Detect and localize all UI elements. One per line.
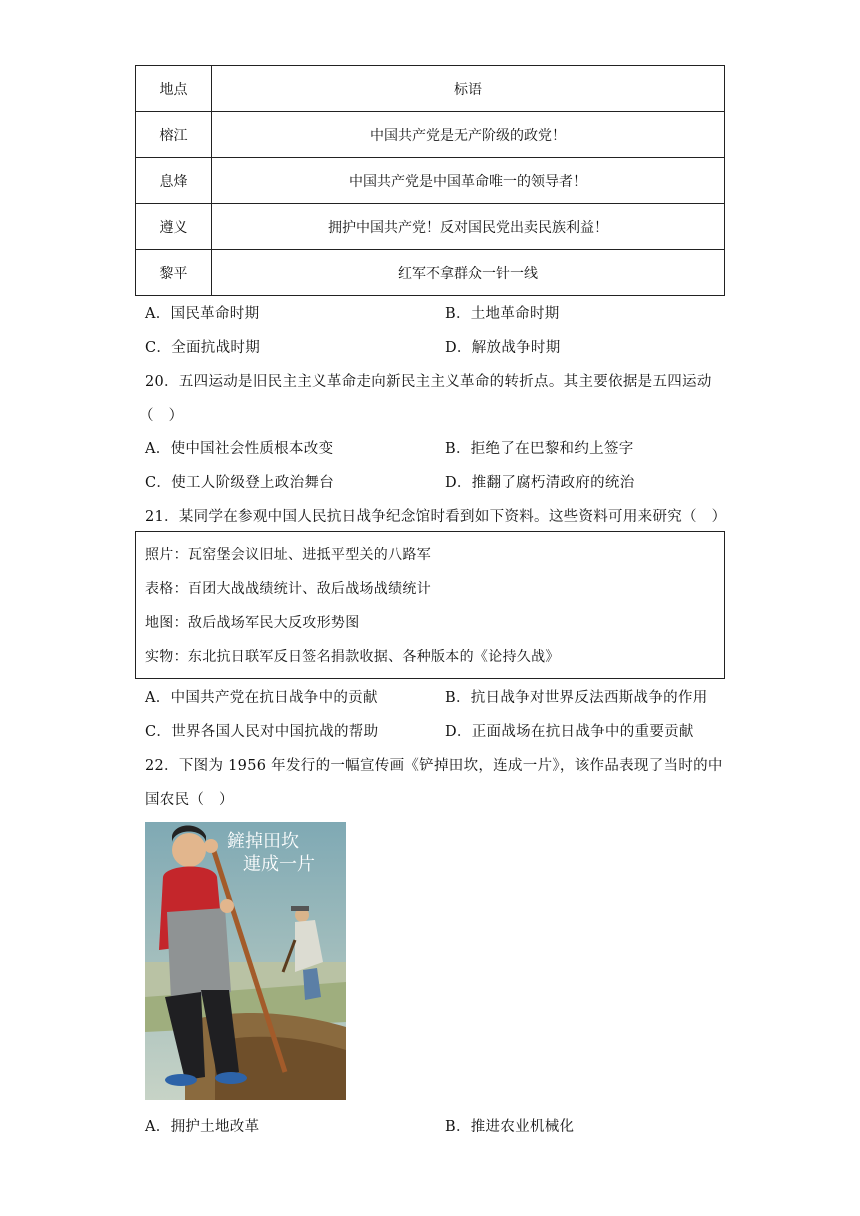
row-slogan: 拥护中国共产党！反对国民党出卖民族利益！ [212, 204, 725, 250]
q22-option-b: B．推进农业机械化 [445, 1119, 575, 1135]
row-place: 黎平 [136, 250, 212, 296]
row-place: 息烽 [136, 158, 212, 204]
q20-option-d: D．推翻了腐朽清政府的统治 [445, 475, 635, 491]
propaganda-poster-image [145, 822, 346, 1100]
poster-title-line1: 鏟掉田坎 [227, 831, 299, 852]
table-row [136, 112, 725, 158]
q21-stem: 21．某同学在参观中国人民抗日战争纪念馆时看到如下资料。这些资料可用来研究（ ） [145, 509, 727, 525]
table-row [136, 204, 725, 250]
table-row [136, 250, 725, 296]
q21-option-b: B．抗日战争对世界反法西斯战争的作用 [445, 690, 708, 706]
q21-option-d: D．正面战场在抗日战争中的重要贡献 [445, 724, 694, 740]
q20-stem-line1: 20．五四运动是旧民主主义革命走向新民主主义革命的转折点。其主要依据是五四运动 [145, 374, 712, 390]
row-slogan: 红军不拿群众一针一线 [212, 250, 725, 296]
q20-option-a: A．使中国社会性质根本改变 [145, 441, 334, 457]
q21-option-a: A．中国共产党在抗日战争中的贡献 [145, 690, 378, 706]
q20-option-b: B．拒绝了在巴黎和约上签字 [445, 441, 634, 457]
q19-option-a: A．国民革命时期 [145, 306, 260, 322]
q19-option-d: D．解放战争时期 [445, 340, 561, 356]
table-header-row [136, 66, 725, 112]
q20-option-c: C．使工人阶级登上政治舞台 [145, 475, 334, 491]
q19-option-b: B．土地革命时期 [445, 306, 560, 322]
material-item: 地图：敌后战场军民大反攻形势图 [145, 615, 360, 631]
q21-materials-box [135, 531, 725, 679]
header-place: 地点 [136, 66, 212, 112]
material-item: 照片：瓦窑堡会议旧址、进抵平型关的八路军 [145, 547, 431, 563]
q22-stem-line2: 国农民（ ） [145, 792, 234, 808]
q21-option-c: C．世界各国人民对中国抗战的帮助 [145, 724, 379, 740]
table-row [136, 158, 725, 204]
q22-stem-line1: 22．下图为 1956 年发行的一幅宣传画《铲掉田坎，连成一片》，该作品表现了当时的中 [145, 758, 723, 774]
row-slogan: 中国共产党是中国革命唯一的领导者！ [212, 158, 725, 204]
q20-stem-line2: （ ） [139, 408, 184, 424]
header-slogan: 标语 [212, 66, 725, 112]
q19-option-c: C．全面抗战时期 [145, 340, 260, 356]
poster-title-line2: 連成一片 [243, 854, 315, 875]
poster-illustration [145, 822, 346, 1100]
material-item: 表格：百团大战战绩统计、敌后战场战绩统计 [145, 581, 431, 597]
material-item: 实物：东北抗日联军反日签名捐款收据、各种版本的《论持久战》 [145, 649, 560, 665]
row-place: 遵义 [136, 204, 212, 250]
q22-option-a: A．拥护土地改革 [145, 1119, 260, 1135]
slogan-table [135, 65, 725, 296]
row-slogan: 中国共产党是无产阶级的政党！ [212, 112, 725, 158]
row-place: 榕江 [136, 112, 212, 158]
